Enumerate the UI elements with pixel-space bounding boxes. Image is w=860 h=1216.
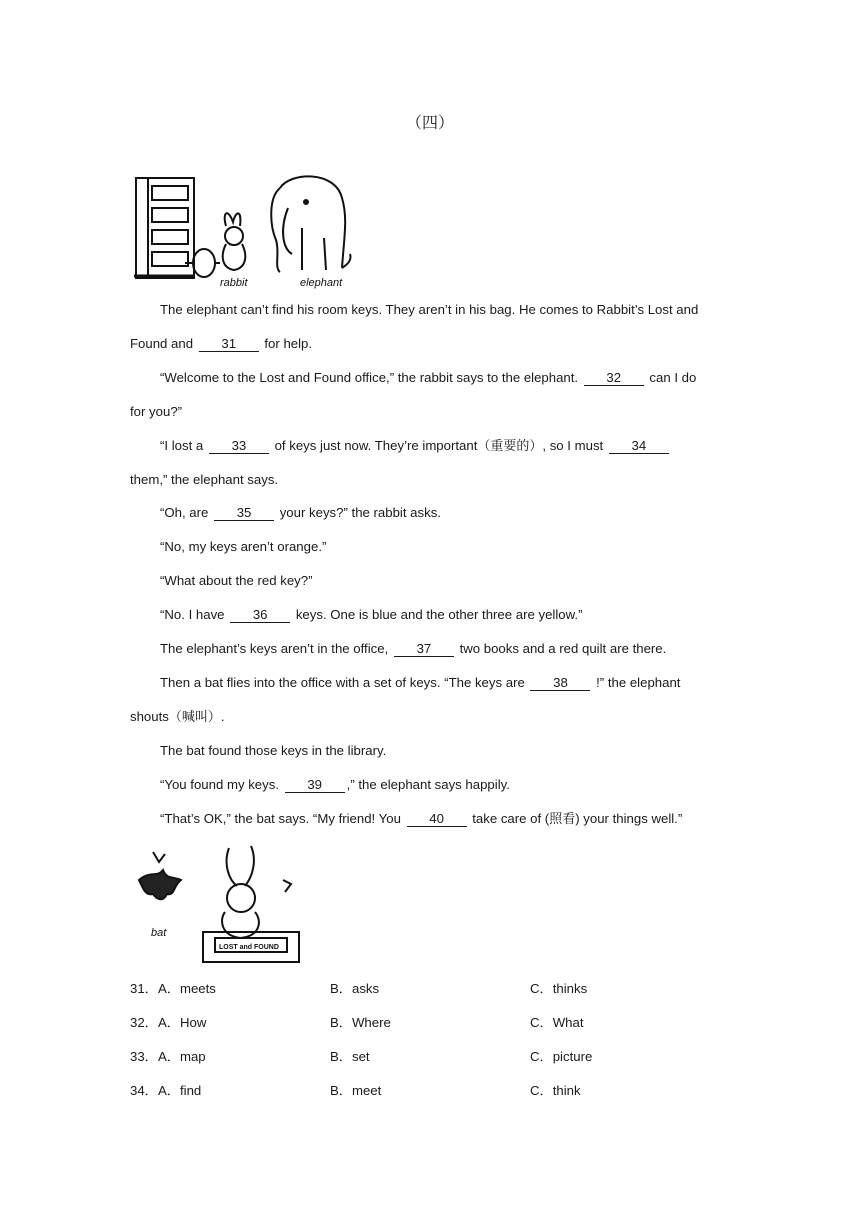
passage-text: “That’s OK,” the bat says. “My friend! You: [160, 810, 405, 826]
passage-text: for help.: [260, 335, 313, 351]
passage-text: them,” the elephant says.: [130, 471, 279, 487]
option-a[interactable]: A．meets: [158, 981, 216, 996]
option-a[interactable]: A．map: [158, 1049, 206, 1064]
passage-text: shouts: [130, 708, 169, 724]
passage-text: Then a bat flies into the office with a set of keys. “The keys are: [160, 674, 529, 690]
passage-line: [160, 741, 386, 761]
option-c[interactable]: C．picture: [530, 1049, 593, 1064]
passage-text: The bat found those keys in the library.: [160, 742, 387, 758]
question-row: [130, 978, 740, 1000]
passage-line: [160, 775, 510, 795]
blank-40[interactable]: 40: [407, 811, 467, 827]
passage-line: [160, 639, 666, 659]
chinese-gloss: （喊叫）: [168, 709, 221, 725]
option-b[interactable]: B．Where: [330, 1015, 391, 1030]
option-b[interactable]: B．meet: [330, 1083, 382, 1098]
passage-text: of keys just now. They’re important: [270, 437, 478, 453]
passage-text: The elephant can’t find his room keys. They aren’t in his bag. He comes to Rabbit’s Lost and: [160, 302, 699, 317]
passage-line: [160, 503, 441, 523]
passage-line: [160, 436, 671, 457]
passage-text: ) your things well.”: [575, 810, 683, 826]
elephant-caption: elephant: [300, 277, 343, 289]
passage-line: [130, 470, 278, 490]
passage-text: keys. One is blue and the other three are yellow.”: [292, 607, 583, 623]
chinese-gloss: 照看: [549, 811, 576, 827]
passage-text: take care of (: [468, 810, 550, 826]
passage-text: “Welcome to the Lost and Found office,” the rabbit says to the elephant.: [160, 369, 582, 385]
passage-text: .: [220, 708, 225, 724]
question-row: [130, 1080, 740, 1102]
passage-line: [130, 402, 182, 422]
passage-text: Found and: [130, 335, 197, 351]
passage-text: ,” the elephant says happily.: [346, 776, 510, 792]
blank-36[interactable]: 36: [230, 607, 290, 623]
rabbit-caption: rabbit: [220, 277, 248, 289]
question-number: 33．: [130, 1049, 158, 1064]
passage-text: two books and a red quilt are there.: [455, 641, 667, 656]
passage-line: [160, 368, 696, 388]
blank-37[interactable]: 37: [394, 641, 454, 657]
passage-text: “I lost a: [160, 437, 207, 453]
passage-line: [160, 537, 326, 557]
question-number: 32．: [130, 1015, 158, 1030]
option-b[interactable]: B．set: [330, 1049, 370, 1064]
option-c[interactable]: C．thinks: [530, 981, 588, 996]
option-c[interactable]: C．What: [530, 1015, 584, 1030]
section-title: （四）: [405, 115, 454, 132]
option-a[interactable]: A．How: [158, 1015, 207, 1030]
passage-line: [130, 707, 225, 728]
blank-32[interactable]: 32: [584, 370, 644, 386]
blank-35[interactable]: 35: [214, 505, 274, 521]
passage-text: The elephant’s keys aren’t in the office,: [160, 641, 392, 656]
lost-found-sign: LOST and FOUND: [219, 944, 279, 951]
passage-line: [160, 673, 680, 693]
passage-text: “What about the red key?”: [160, 573, 313, 589]
passage-text: “No. I have: [160, 607, 229, 623]
chinese-gloss: （重要的）: [477, 438, 543, 454]
passage-text: for you?”: [130, 403, 183, 419]
passage-text: your keys?” the rabbit asks.: [276, 505, 441, 521]
passage-line: [160, 300, 698, 320]
option-b[interactable]: B．asks: [330, 981, 380, 996]
bat-caption: bat: [151, 927, 167, 939]
blank-34[interactable]: 34: [609, 438, 669, 454]
question-row: [130, 1012, 740, 1034]
blank-39[interactable]: 39: [285, 777, 345, 793]
passage-text: !” the elephant: [592, 674, 681, 690]
passage-text: “You found my keys.: [160, 776, 283, 792]
blank-31[interactable]: 31: [199, 336, 259, 352]
passage-line: [160, 571, 312, 591]
passage-text: can I do: [645, 369, 697, 385]
bat-rabbit-desk-illustration: [133, 840, 305, 964]
passage-text: “Oh, are: [160, 505, 213, 521]
rabbit-elephant-illustration: [130, 168, 358, 296]
question-number: 34．: [130, 1083, 158, 1098]
question-number: 31．: [130, 981, 158, 996]
passage-text: , so I must: [542, 437, 607, 453]
question-row: [130, 1046, 740, 1068]
passage-line: [130, 334, 312, 354]
blank-38[interactable]: 38: [530, 675, 590, 691]
passage-line: [160, 605, 582, 625]
option-c[interactable]: C．think: [530, 1083, 581, 1098]
option-a[interactable]: A．find: [158, 1083, 202, 1098]
passage-line: [160, 809, 682, 830]
blank-33[interactable]: 33: [209, 438, 269, 454]
passage-text: “No, my keys aren’t orange.”: [160, 539, 327, 555]
